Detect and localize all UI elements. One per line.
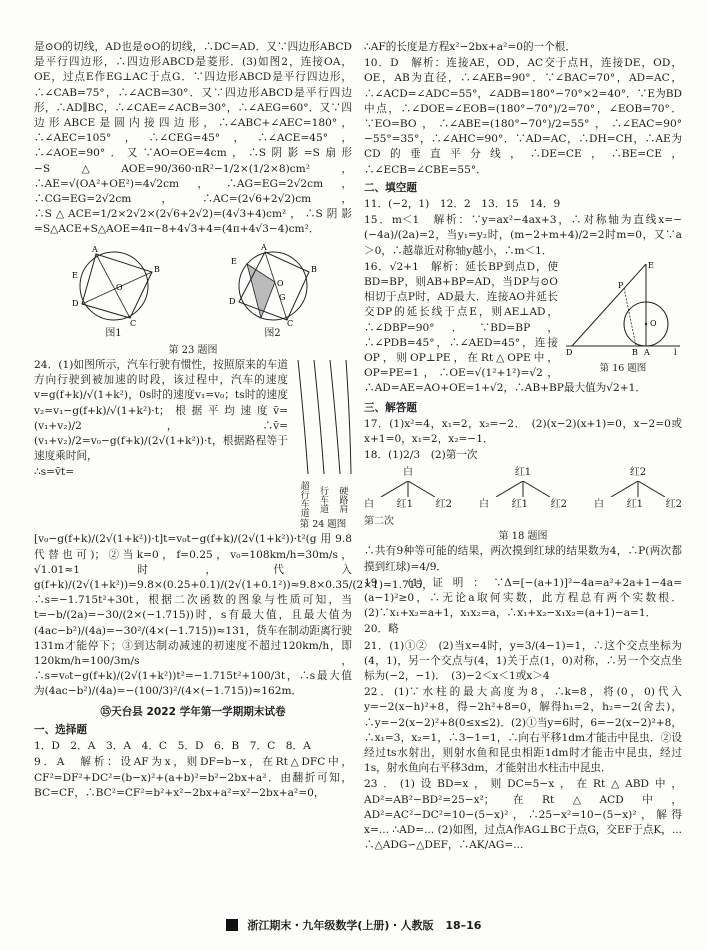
tree-leaf: 红1	[511, 498, 528, 510]
fig23-2-label: 图2	[264, 327, 281, 339]
fill-answers: 11．(−2，1) 12．2 13．15 14．9	[364, 198, 561, 211]
tree-bottom-2	[479, 497, 567, 512]
footer-title: 浙江期末・九年级数学(上册)・人教版	[247, 919, 434, 932]
fig16-label-e: E	[648, 260, 654, 270]
fig23-2-diagram	[225, 242, 321, 326]
tree-top-3: 红2	[629, 467, 647, 479]
page-number: 18–16	[445, 919, 482, 932]
tree-leaf: 红1	[396, 498, 413, 510]
fig16	[564, 260, 682, 376]
q24-part2: ∴s=v̄t=[v₀−g(f+k)/(2√(1+k²))·t]t=v₀t−g(f+k)/(2√(1+k²))·t²(g用9.8代替也可)；②当k=0，f=0.25，v₀=108km/h=30m/s，√1.01≈1时，代入g(f+k)/(2√(1+k²))=9.8×(0.25+0.1)/(2√(1+0.1²))≈9.8×0.35/(2×1)=1.715，∴s=−1.715t²+30t，根据二次函数的图象与性质可知，当t=−b/(2a)=−30/(2×(−1.715))时，s有最大值，且最大值为(4ac−b²)/(4a)=−30²/(4×(−1.715))≈131，货车在制动距离行驶131m才能停下；③到达制动减速的初速度不超过120km/h，即120km/h=100/3m/s，∴s=v₀t−g(f+k)/(2√(1+k²))t²=−1.715t²+100/3t，∴s最大值为(4ac−b²)/(4a)=−(100/3)²/(4×(−1.715))≈162m．	[34, 466, 433, 698]
tree-leaf: 白	[364, 498, 374, 510]
fig24-lane-1: 超行车道	[298, 481, 309, 518]
page-footer	[0, 918, 707, 938]
svg-text:D: D	[71, 298, 78, 308]
fig24-lane-2: 行车道	[317, 485, 328, 513]
q23-continuation: 是⊙O的切线，AD也是⊙O的切线，∴DC=AD．又∵四边形ABCD是平行四边形，∴四边形ABCD是菱形．(3)如图2，连接OA，OE，过点E作EG⊥AC于点G．∵四边形ABCD是平行四边形，∴∠CAB=75°，∴∠ACB=30°．又∵四边形ABCD是平行四边形，∴AD∥BC，∴∠CAE=∠ACB=30°，∴∠AEG=60°．又∵四边形ABCE是圆内接四边形，∴∠ABC+∠AEC=180°，∴∠AEC=105°，∴∠CEG=45°，∴∠ACE=45°，∴∠AOE=90°．又∵AO=OE=4cm，∴S阴影=S扇形−S△AOE=90/360·πR²−1/2×(1/2×8)cm²，∴AE=√(OA²+OE²)=4√2cm，∴AG=EG=2√2cm，∴CG=EG=2√2cm，∴AC=(2√6+2√2)cm，∴S△ACE=1/2×2√2×(2√6+2√2)=(4√3+4)cm²，∴S阴影=S△ACE+S△AOE=4π−8+4√3+4=(4π+4√3−4)cm²．	[34, 41, 352, 236]
tree-bottom-3	[594, 497, 682, 512]
exam-title: ⑮天台县 2022 学年第一学期期末试卷	[100, 705, 286, 718]
q18-b: ∴共有9种等可能的结果，两次摸到红球的结果数为4，∴P(两次都摸到红球)=4/9．	[364, 545, 682, 573]
svg-text:O: O	[115, 282, 123, 292]
tree-leaf: 红2	[665, 498, 682, 510]
q15: 15．m＜1 解析：∵y=ax²−4ax+3，∴对称轴为直线x=−(−4a)/(2a)=2，当y₁=y₂时，(m−2+m+4)/2=2时m=0，又∵a＞0，∴越靠近对称轴y越小，∴m＜1．	[364, 214, 682, 257]
fig23-1-label: 图1	[105, 327, 122, 339]
fig18-tree	[364, 465, 682, 511]
q10: 10．D 解析：连接AE，OD，AC交于点H，连接DE，OD，OE，AB为直径，∴∠AEB=90°．∵∠BAC=70°，AD=AC，∴∠ACD=∠ADC=55°，∠ADB=180°−70°×2=40°．∵E为BD中点，∴∠DOE=∠EOB=(180°−70°)/2=70°，∠EOB=70°．∵EO=BO，∴∠ABE=(180°−70°)/2=55°，∴∠EAC=90°−55°=35°，∴∠AHC=90°．∵AD=AC，∴DH=CH，∴AE为CD的垂直平分线，∴DE=CE，∴BE=CE，∴∠ECB=∠CBE=55°．	[364, 57, 682, 176]
fig24-diagram	[294, 358, 352, 476]
tree-leaf: 红1	[626, 498, 643, 510]
q16: 16．√2+1 解析：延长BP到点D，使BD=BP，则AB+BP=AD，当DP与⊙O相切于点P时，AD最大．连接AO并延长交DP的延长线于点E，则AE⊥AD，∴∠DBP=90°．∵BD=BP，∴∠PDB=45°，∴∠AED=45°，连接OP，则OP⊥PE，在Rt△OPE中，OP=PE=1，∴OE=√(1²+1²)=√2，∴AD=AE=AO+OE=1+√2，∴AB+BP最大值为√2+1．	[364, 260, 646, 395]
mc-header: 一、选择题	[34, 723, 87, 736]
fig18-caption: 第 18 题图	[498, 531, 548, 543]
tree-branch-1	[364, 465, 452, 511]
fig16-label-l: l	[674, 347, 677, 356]
fig23-1-diagram	[66, 242, 162, 326]
fig16-label-a: A	[644, 347, 650, 356]
right-column	[364, 40, 682, 854]
fig16-caption: 第 16 题图	[599, 363, 647, 375]
fig23-caption: 第 23 题图	[168, 344, 218, 356]
q20: 20．略	[364, 623, 399, 636]
mc-answers: 1．D 2．A 3．A 4．C 5．D 6．B 7．C 8．A	[34, 740, 311, 753]
svg-text:D: D	[228, 296, 235, 306]
tree-branch-3	[594, 465, 682, 511]
svg-text:B: B	[310, 264, 317, 274]
fig24-lane-labels	[294, 481, 352, 517]
fill-header: 二、填空题	[364, 181, 417, 194]
tree-top-2: 红1	[514, 467, 532, 479]
svg-text:E: E	[71, 270, 78, 280]
tree-second-label: 第二次	[364, 515, 394, 527]
q21: 21．(1)①② (2)当x=4时，y=3/(4−1)=1，∴这个交点坐标为(4，1)，另一个交点与(4，1)关于点(1，0)对称，∴另一个交点坐标为(−2，−1)． (3)−2＜x＜1或x＞4	[364, 639, 682, 682]
q17: 17．(1)x²=4，x₁=2，x₂=−2． (2)(x−2)(x+1)=0，x−2=0或x+1=0，x₁=2，x₂=−1．	[364, 417, 682, 446]
q9-continuation: ∴AF的长度是方程x²−2bx+a²=0的一个根．	[364, 41, 576, 53]
q19: 19．(1)证明：∵Δ=[−(a+1)]²−4a=a²+2a+1−4a=(a−1)²≥0，∴无论a取何实数，此方程总有两个实数根．(2)∵x₁+x₂=a+1，x₁x₂=a，∴x₁+x₂−x₁x₂=(a+1)−a=1．	[364, 576, 682, 620]
fig16-label-o: O	[650, 318, 657, 328]
solve-header: 三、解答题	[364, 401, 417, 414]
fig16-label-b: B	[632, 347, 638, 356]
tree-leaf: 红2	[435, 498, 452, 510]
svg-text:C: C	[129, 318, 136, 326]
q18-a: 18．(1)2/3 (2)第一次	[364, 449, 478, 462]
footer-mark-icon	[226, 919, 238, 931]
fig23-2	[225, 242, 321, 341]
tree-leaf: 白	[479, 498, 489, 510]
tree-leaf: 红2	[550, 498, 567, 510]
tree-branch-2	[479, 465, 567, 511]
fig16-diagram	[564, 260, 682, 356]
fig24-caption: 第 24 题图	[299, 519, 347, 531]
svg-text:G: G	[278, 292, 285, 302]
tree-leaf: 白	[594, 498, 604, 510]
fig24	[294, 358, 352, 532]
svg-text:A: A	[91, 244, 98, 254]
fig16-label-p: P	[618, 280, 624, 290]
svg-text:C: C	[286, 318, 293, 326]
fig23-1	[66, 242, 162, 341]
tree-lines-2	[488, 481, 558, 497]
tree-bottom-1	[364, 497, 452, 512]
svg-text:E: E	[230, 256, 237, 266]
q9: 9．A 解析：设AF为x，则DF=b−x，在Rt△DFC中，CF²=DF²+DC²=(b−x)²+(a+b)²=b²−2bx+a²．由翻折可知，BC=CF，∴BC²=CF²=b²+x²−2bx+a²=x²−2bx+a²=0，	[34, 756, 352, 799]
fig23	[34, 242, 352, 341]
fig16-label-d: D	[566, 347, 573, 356]
tree-top-1: 白	[403, 467, 413, 479]
tree-lines-1	[373, 481, 443, 497]
q23: 23．(1)设BD=x，则DC=5−x，在Rt△ABD中，AD²=AB²−BD²=25−x²；在Rt△ACD中，AD²=AC²−DC²=10−(5−x)²，∴25−x²=10−(5−x)²，解得x=... ∴AD=... (2)如图，过点A作AG⊥BC于点G，交EF于点K，... ∴△ADG∽△DEF，∴AK/AG=...	[364, 778, 682, 852]
q24-part1: 24．(1)如图所示，汽车行驶有惯性，按照原来的车道方向行驶到被加速的时段，该过程中，汽车的速度v=g(f+k)/√(1+k²)，0s时的速度v₁=v₀；ts时的速度v₂=v₁−g(f+k)/√(1+k²)·t；根据平均速度v̄=(v₁+v₂)/2，∴v̄=(v₁+v₂)/2=v₀−g(f+k)/(2√(1+k²))·t，根据路程等于速度乘时间，	[34, 359, 288, 463]
fig24-lane-3: 硬路肩	[337, 485, 348, 513]
svg-text:A: A	[260, 242, 267, 252]
q22: 22．(1)∵水柱的最大高度为8，∴k=8，将(0，0)代入y=−2(x−h)²+8，得−2h²+8=0，解得h₁=2，h₂=−2(舍去)，∴y=−2(x−2)²+8(0≤x≤2)．(2)①当y=6时，6=−2(x−2)²+8，∴x₁=3，x₂=1，∴3−1=1，∴向右平移1dm才能击中昆虫．②设经过ts水射出，则射水鱼和昆虫相距1dm时才能击中昆虫，经过1s，射水鱼向右平移3dm，才能射出水柱击中昆虫．	[364, 686, 682, 775]
svg-text:O: O	[276, 278, 284, 288]
svg-text:B: B	[153, 264, 160, 274]
tree-lines-3	[603, 481, 673, 497]
